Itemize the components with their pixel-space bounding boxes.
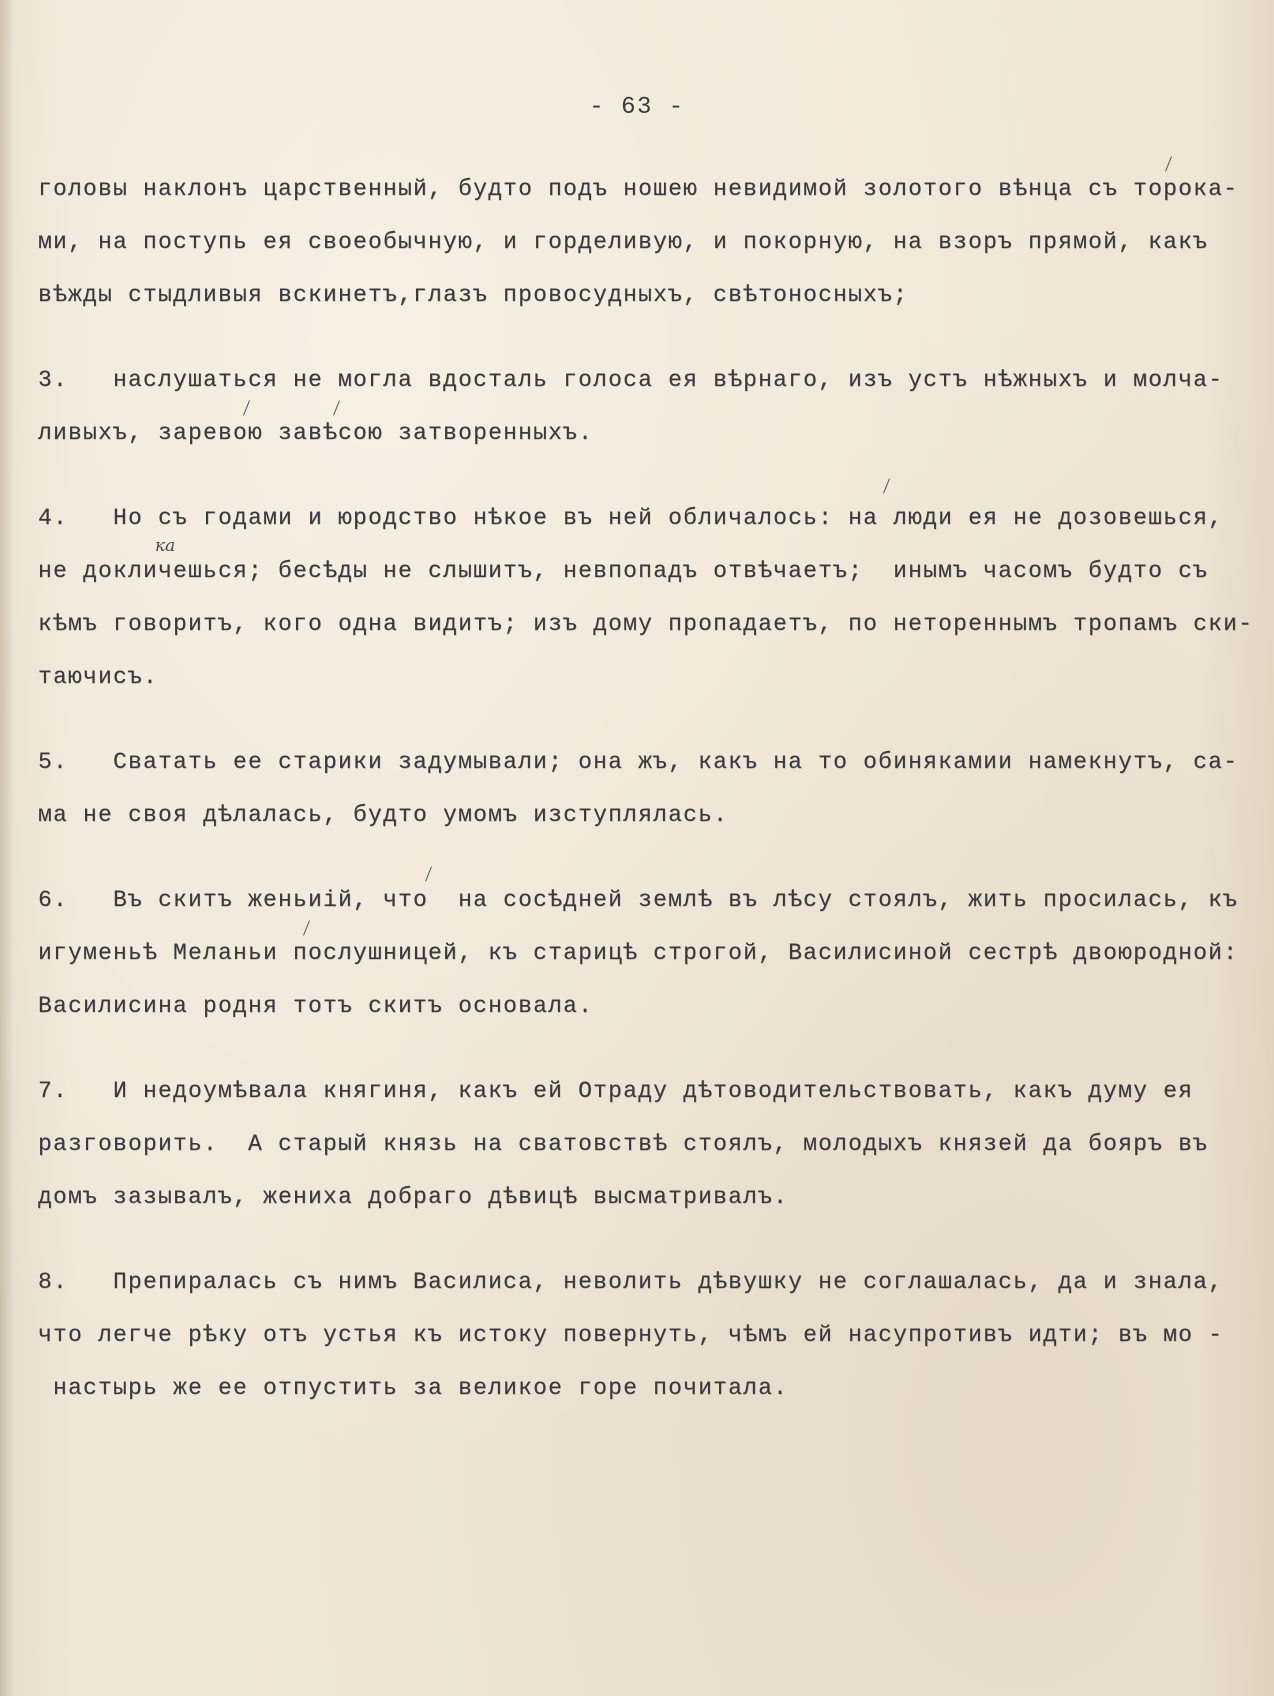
stress-mark (1165, 156, 1172, 171)
text-line: Василисина родня тотъ скитъ основала. (38, 993, 594, 1019)
page-number: - 63 - (589, 94, 685, 121)
text-line: разговорить. А старый князь на сватовствѣ стоялъ, молодыхъ князей да бояръ въ (38, 1131, 1209, 1157)
text-line: вѣжды стыдливыя вскинетъ,глазъ провосудныхъ, свѣтоносныхъ; (38, 282, 909, 308)
text-line: 6. Въ скитъ женьиій, что на сосѣдней землѣ въ лѣсу стоялъ, жить просилась, къ (38, 887, 1239, 913)
stress-mark (303, 920, 310, 935)
text-line: 8. Препиралась съ нимъ Василиса, неволить дѣвушку не соглашалась, да и знала, (38, 1269, 1224, 1295)
text-line: настырь же ее отпустить за великое горе почитала. (38, 1375, 789, 1401)
text-line: 7. И недоумѣвала княгиня, какъ ей Отраду дѣтоводительствовать, какъ думу ея (38, 1078, 1194, 1104)
text-line: 5. Сватать ее старики задумывали; она жъ, какъ на то обинякамии намекнутъ, са- (38, 749, 1239, 775)
stress-mark (333, 400, 340, 415)
stress-mark (243, 400, 250, 415)
text-line: таючисъ. (38, 664, 159, 690)
text-line: ливыхъ, заревою завѣсою затворенныхъ. (38, 420, 594, 446)
stress-mark (883, 478, 890, 493)
text-line: 3. наслушаться не могла вдосталь голоса ея вѣрнаго, изъ устъ нѣжныхъ и молча- (38, 367, 1224, 393)
text-line: домъ зазывалъ, жениха добраго дѣвицѣ высматривалъ. (38, 1184, 789, 1210)
text-line: кѣмъ говоритъ, кого одна видитъ; изъ дому пропадаетъ, по нетореннымъ тропамъ ски- (38, 611, 1254, 637)
text-line: игуменьѣ Меланьи послушницей, къ старицѣ строгой, Василисиной сестрѣ двоюродной: (38, 940, 1239, 966)
text-line: 4. Но съ годами и юродство нѣкое въ ней обличалось: на люди ея не дозовешься, (38, 505, 1224, 531)
text-line: ми, на поступь ея своеобычную, и горделивую, и покорную, на взоръ прямой, какъ (38, 229, 1209, 255)
text-line: не докличешься; бесѣды не слышитъ, невпопадъ отвѣчаетъ; инымъ часомъ будто съ (38, 558, 1209, 584)
text-line: головы наклонъ царственный, будто подъ ношею невидимой золотого вѣнца съ торока- (38, 176, 1239, 202)
page-edge-shadow (0, 0, 14, 1696)
stress-mark (425, 866, 432, 881)
text-line: что легче рѣку отъ устья къ истоку повернуть, чѣмъ ей насупротивъ идти; въ мо - (38, 1322, 1224, 1348)
text-line: ма не своя дѣлалась, будто умомъ изступлялась. (38, 802, 729, 828)
handwritten-correction: ка (155, 536, 176, 556)
